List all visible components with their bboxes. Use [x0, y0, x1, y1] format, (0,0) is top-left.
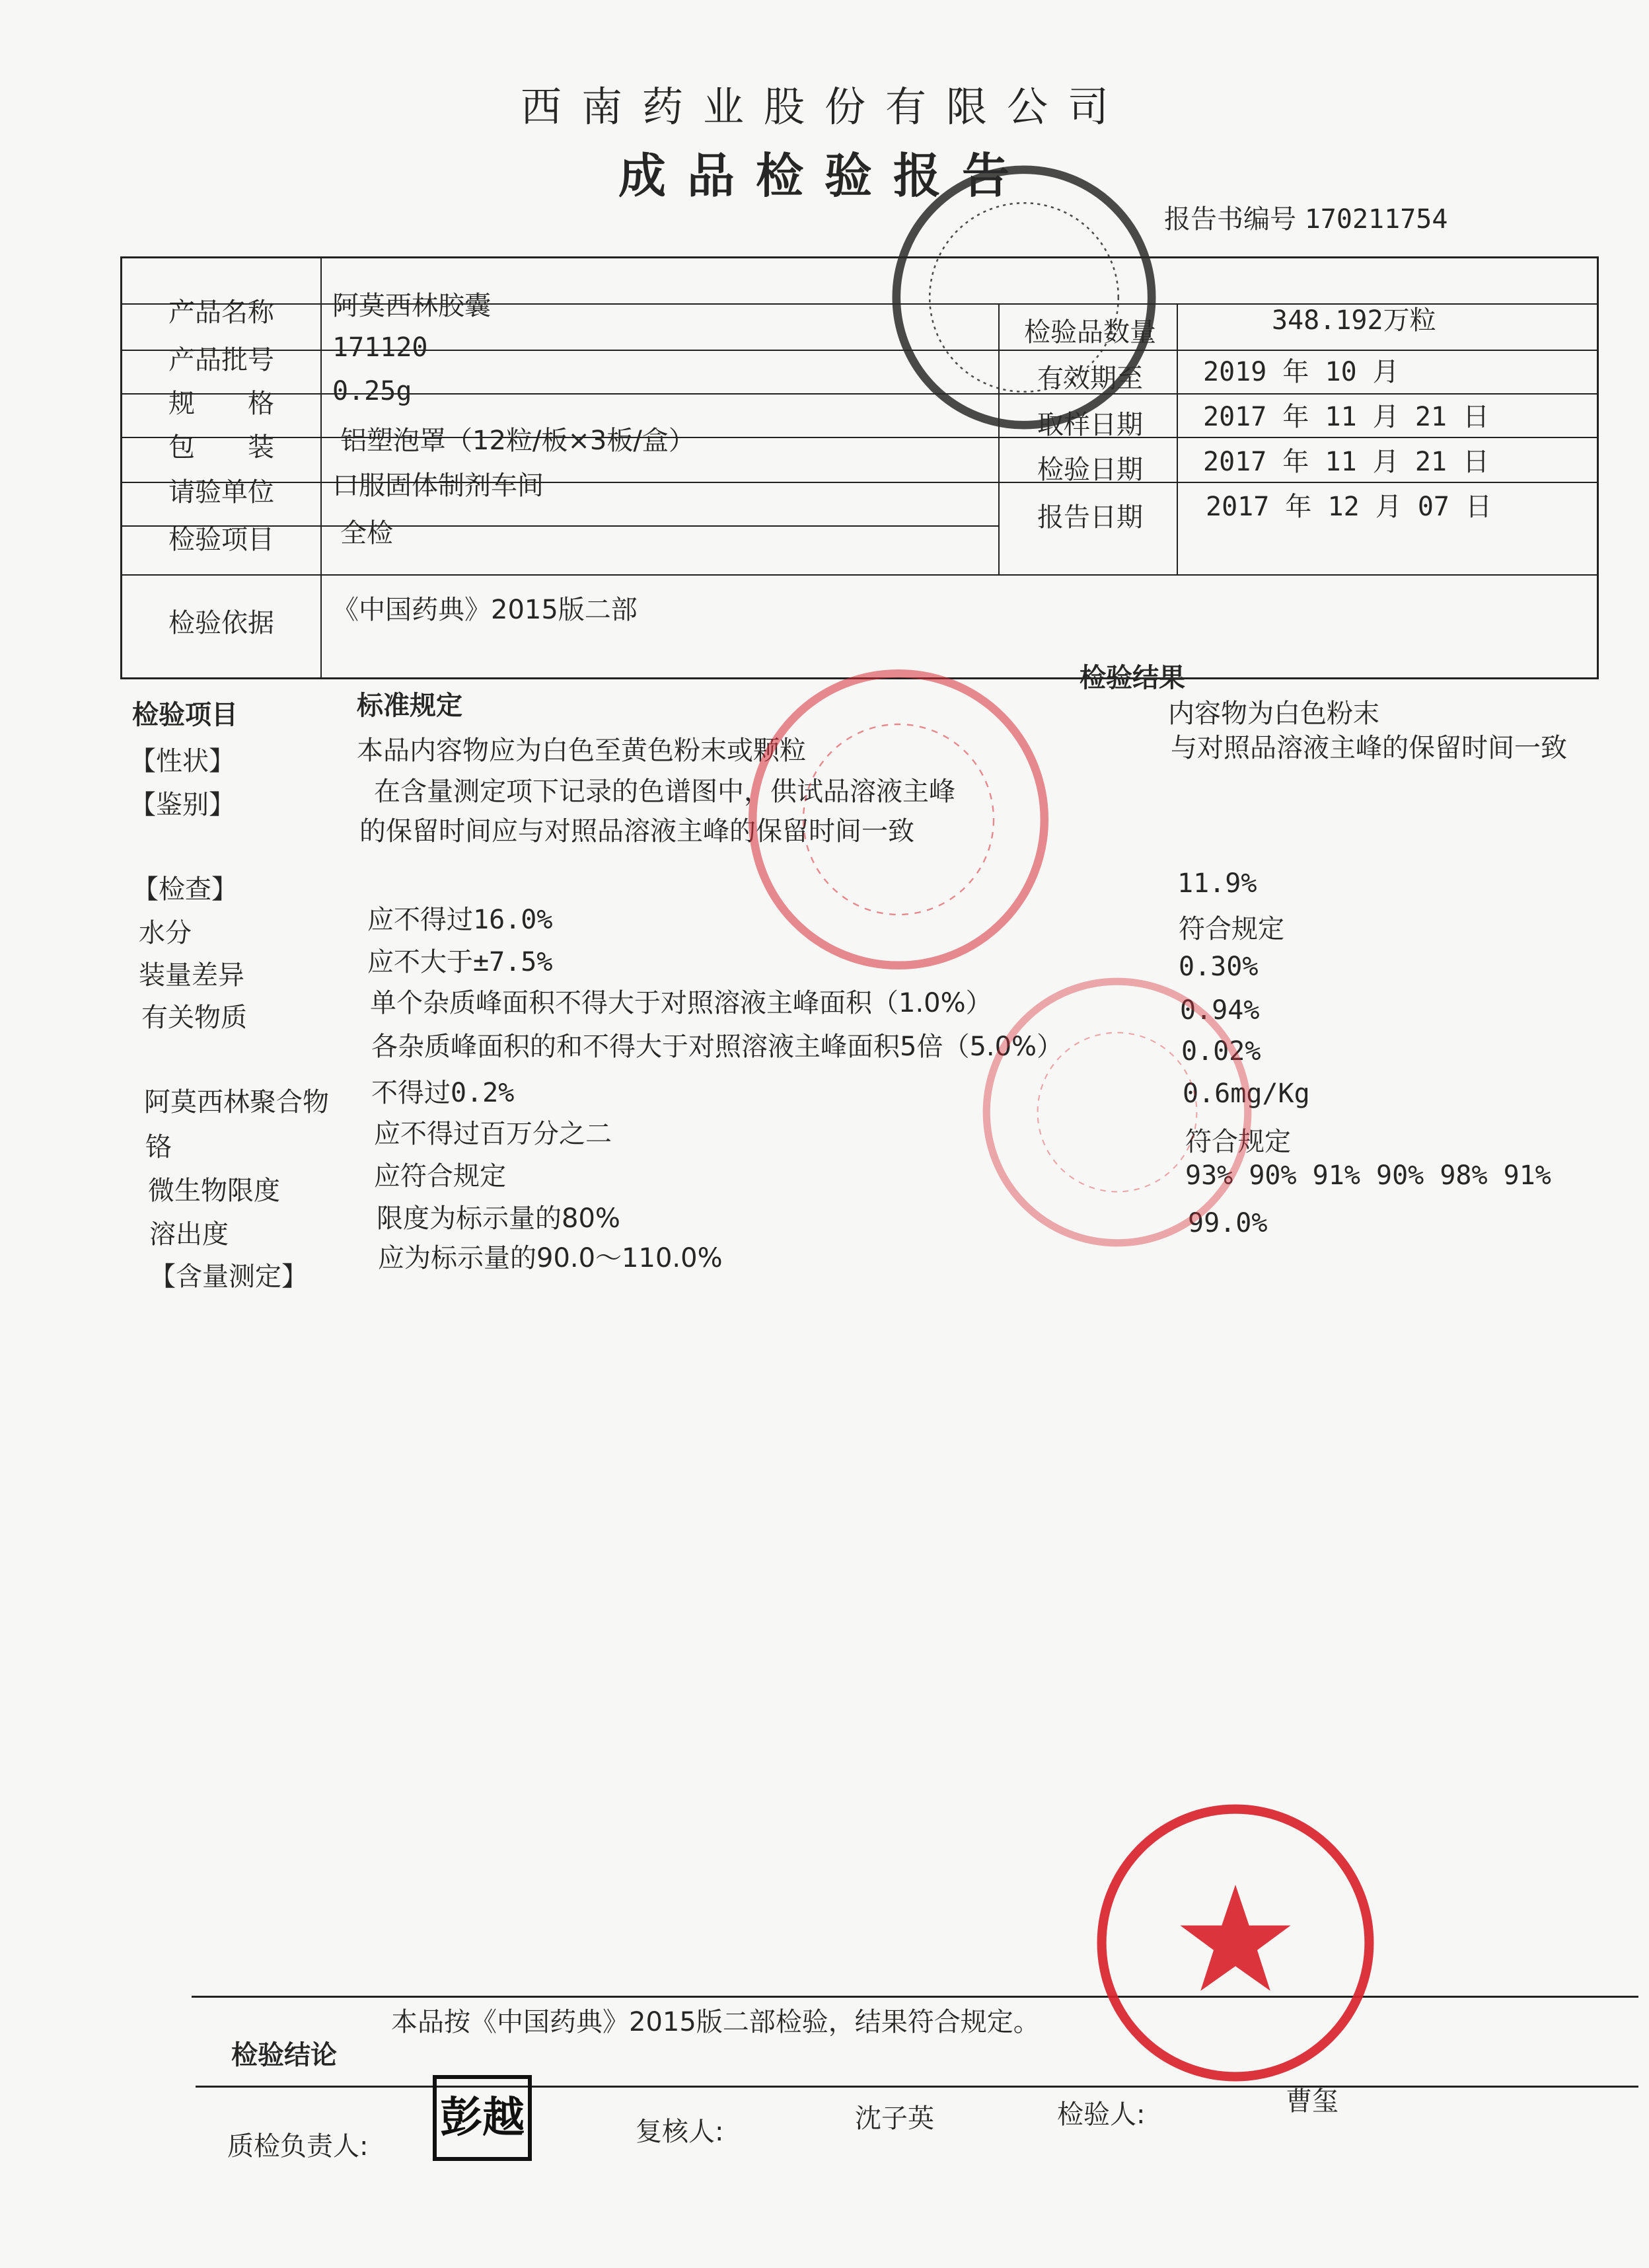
label-test-date: 检验日期 — [1037, 455, 1143, 485]
item-inspection: 【检查】 — [132, 874, 238, 905]
result-related-2: 0.94% — [1180, 995, 1260, 1026]
std-assay: 应为标示量的90.0～110.0% — [378, 1243, 723, 1273]
std-dissolution: 限度为标示量的80% — [377, 1203, 620, 1234]
result-fill-variation: 符合规定 — [1179, 914, 1284, 944]
qa-signature-seal: 彭越 — [433, 2075, 532, 2161]
std-microbial: 应符合规定 — [374, 1161, 506, 1191]
result-dissolution: 93% 90% 91% 90% 98% 91% — [1185, 1160, 1551, 1191]
label-package: 包 装 — [168, 432, 274, 463]
result-polymer: 0.02% — [1181, 1036, 1261, 1067]
report-number-label: 报告书编号 — [1164, 204, 1296, 235]
std-moisture: 应不得过16.0% — [367, 905, 553, 935]
conclusion-label: 检验结论 — [231, 2040, 337, 2070]
stamp-top — [885, 159, 1163, 436]
inspector-label: 检验人: — [1057, 2099, 1146, 2130]
item-assay: 【含量测定】 — [149, 1262, 308, 1292]
label-product-name: 产品名称 — [168, 297, 274, 328]
report-number — [1164, 198, 1447, 236]
item-microbial: 微生物限度 — [148, 1176, 280, 1206]
value-spec: 0.25g — [332, 376, 412, 406]
col-head-standard: 标准规定 — [357, 691, 462, 721]
value-test-items: 全检 — [340, 518, 393, 548]
result-related-1: 0.30% — [1179, 952, 1259, 982]
item-fill-variation: 装量差异 — [139, 960, 244, 991]
label-spec: 规 格 — [168, 389, 274, 419]
label-quantity: 检验品数量 — [1024, 317, 1156, 348]
company-name: 西南药业股份有限公司 — [520, 83, 1128, 131]
std-related-1: 单个杂质峰面积不得大于对照溶液主峰面积（1.0%） — [370, 988, 992, 1018]
result-moisture: 11.9% — [1177, 868, 1257, 899]
stamp-middle — [740, 661, 1057, 978]
value-quantity: 348.192万粒 — [1272, 305, 1436, 336]
label-report-date: 报告日期 — [1037, 502, 1143, 533]
label-test-items: 检验项目 — [168, 525, 274, 555]
label-batch-no: 产品批号 — [168, 345, 274, 375]
std-appearance: 本品内容物应为白色至黄色粉末或颗粒 — [357, 736, 806, 766]
result-assay: 99.0% — [1188, 1208, 1268, 1238]
std-fill-variation: 应不大于±7.5% — [367, 947, 553, 977]
value-sampling-date: 2017 年 11 月 21 日 — [1203, 402, 1490, 432]
report-number-value: 170211754 — [1304, 204, 1448, 235]
item-related-substances: 有关物质 — [141, 1002, 247, 1033]
value-batch-no: 171120 — [332, 332, 428, 363]
stamp-bottom — [1090, 1797, 1381, 2088]
std-polymer: 不得过0.2% — [371, 1078, 515, 1108]
std-chromium: 应不得过百万分之二 — [374, 1119, 612, 1149]
std-identification-2: 的保留时间应与对照品溶液主峰的保留时间一致 — [359, 816, 914, 847]
inspector-name: 曹玺 — [1286, 2086, 1338, 2117]
col-head-result: 检验结果 — [1080, 663, 1185, 693]
value-expiry: 2019 年 10 月 — [1203, 357, 1399, 387]
result-identification: 与对照品溶液主峰的保留时间一致 — [1171, 733, 1567, 763]
label-sampling-date: 取样日期 — [1037, 410, 1143, 440]
label-expiry: 有效期至 — [1037, 363, 1143, 394]
value-test-date: 2017 年 11 月 21 日 — [1203, 447, 1490, 477]
value-report-date: 2017 年 12 月 07 日 — [1206, 492, 1492, 522]
value-product-name: 阿莫西林胶囊 — [332, 291, 491, 321]
conclusion-top-line — [192, 1996, 1638, 1998]
value-requester: 口服固体制剂车间 — [332, 471, 544, 501]
std-related-2: 各杂质峰面积的和不得大于对照溶液主峰面积5倍（5.0%） — [371, 1032, 1064, 1062]
result-appearance: 内容物为白色粉末 — [1168, 699, 1379, 729]
conclusion-bottom-line — [196, 2086, 1638, 2088]
conclusion-text: 本品按《中国药典》2015版二部检验，结果符合规定。 — [391, 2007, 1040, 2037]
report-title: 成品检验报告 — [618, 148, 1031, 204]
value-package: 铝塑泡罩（12粒/板×3板/盒） — [340, 426, 695, 456]
item-dissolution: 溶出度 — [149, 1219, 229, 1250]
reviewer-label: 复核人: — [636, 2117, 724, 2147]
value-basis: 《中国药典》2015版二部 — [332, 595, 638, 625]
label-basis: 检验依据 — [168, 608, 274, 638]
item-appearance: 【性状】 — [129, 746, 235, 776]
item-identification: 【鉴别】 — [129, 790, 235, 820]
result-chromium: 0.6mg/Kg — [1183, 1078, 1310, 1109]
header-table — [120, 256, 1599, 679]
item-chromium: 铬 — [145, 1132, 172, 1162]
col-head-item: 检验项目 — [132, 700, 238, 730]
qa-label: 质检负责人: — [227, 2131, 369, 2162]
std-identification-1: 在含量测定项下记录的色谱图中，供试品溶液主峰 — [374, 776, 955, 807]
reviewer-name: 沈子英 — [855, 2103, 934, 2134]
item-moisture: 水分 — [139, 918, 192, 948]
result-microbial: 符合规定 — [1185, 1127, 1291, 1157]
label-requester: 请验单位 — [168, 477, 274, 508]
stamp-right — [975, 970, 1259, 1254]
item-polymer: 阿莫西林聚合物 — [144, 1087, 329, 1117]
